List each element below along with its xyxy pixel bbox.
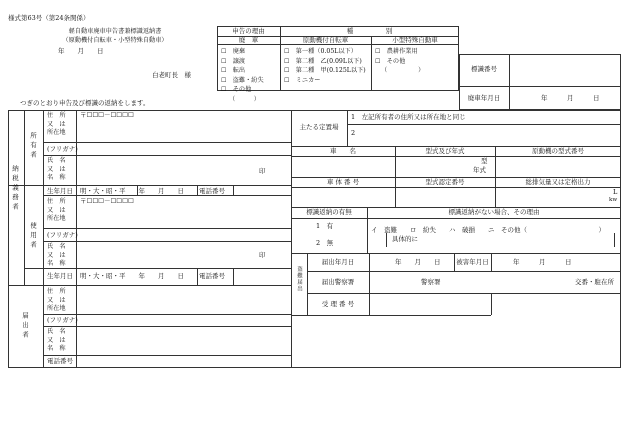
owner-furigana-label: (フリガナ) [47, 145, 78, 153]
form-number: 様式第63号（第24条関係） [8, 14, 90, 22]
unit-l: L [613, 188, 618, 196]
form-subtitle: （原動機付自転車・小型特殊自動車） [62, 37, 168, 44]
model-year-header: 型式及び年式 [425, 147, 465, 155]
taxpayer-label: 納税義務者 [11, 165, 19, 213]
user-seal: 印 [259, 251, 266, 259]
reason-header: 申告の理由 [232, 27, 265, 35]
user-address-label: 住 所 又 は 所在地 [47, 198, 66, 222]
police-box-suffix: 交番・駐在所 [575, 278, 614, 286]
filing-date-value[interactable]: 年 月 日 [395, 258, 441, 266]
owner-birth-value[interactable]: 明・大・昭・平 年 月 日 [80, 187, 184, 195]
user-furigana-label: (フリガナ) [47, 231, 78, 239]
owner-seal: 印 [259, 167, 266, 175]
user-phone-label: 電話番号 [199, 272, 225, 280]
owner-phone-label: 電話番号 [199, 187, 225, 195]
reason-list [221, 47, 264, 104]
special-header: 小型特殊自動車 [392, 36, 438, 44]
declarant-label: 届出者 [21, 312, 29, 341]
no-return-reason-header: 標識返納がない場合、その理由 [448, 208, 540, 216]
unit-kw: kw [609, 197, 618, 203]
engine-model-header: 原動機の型式番号 [532, 147, 584, 155]
storage-option-2[interactable]: 2 [351, 129, 356, 137]
user-furigana-field[interactable] [78, 229, 288, 240]
declarant-phone-label: 電話番号 [47, 357, 73, 365]
special-other-checkbox[interactable]: ☐ その他 [375, 57, 406, 65]
vehicle-make-field[interactable] [293, 158, 393, 176]
cert-number-field[interactable] [397, 189, 493, 206]
minicar-checkbox[interactable]: ☐ ミニカー [284, 76, 321, 84]
reason-other-checkbox[interactable]: ☐ その他 [221, 86, 252, 93]
storage-option-1[interactable]: 1 左記所有者の住所又は所在地と同じ [351, 113, 466, 121]
damage-date-label: 被害年月日 [456, 258, 489, 266]
model-label: 型 [481, 157, 488, 165]
storage-label: 主たる定置場 [299, 123, 339, 131]
receipt-number-field[interactable] [371, 295, 489, 314]
damage-date-value[interactable]: 年 月 日 [513, 258, 572, 266]
reason-detail-label: 具体的に [392, 235, 418, 243]
form-date: 年 月 日 [58, 47, 104, 55]
type-header: 種 別 [346, 27, 393, 35]
owner-furigana-field[interactable] [78, 143, 288, 154]
cert-number-header: 型式認定番号 [425, 178, 465, 186]
owner-postal-code[interactable]: 〒☐☐☐－☐☐☐☐ [80, 111, 134, 119]
addressee: 白老町長 様 [152, 71, 191, 79]
plate-return-label: 標識返納の有無 [306, 208, 352, 216]
declarant-address-label: 住 所 又 は 所在地 [47, 288, 66, 312]
reason-moveout-checkbox[interactable]: ☐ 転出 [221, 67, 246, 74]
moped-class1-checkbox[interactable]: ☐ 第一種（0.05L以下） [284, 48, 357, 55]
reason-sub-header: 廃 車 [238, 36, 259, 44]
form-title: 軽自動車廃車申告書兼標識返納書 [68, 28, 162, 35]
plate-number-label: 標識番号 [471, 65, 497, 73]
filing-date-label: 届出年月日 [321, 258, 355, 266]
declarant-name-label: 氏 名 又 は 名 称 [47, 328, 66, 352]
user-label: 使用者 [29, 222, 37, 251]
user-birth-label: 生年月日 [47, 272, 73, 280]
owner-label: 所有者 [29, 132, 37, 161]
special-other-paren: （ ） [381, 67, 425, 74]
reason-transfer-checkbox[interactable]: ☐ 譲渡 [221, 57, 246, 65]
plate-number-field[interactable] [511, 56, 619, 84]
reason-scrap-checkbox[interactable]: ☐ 廃棄 [221, 48, 246, 55]
reason-other-paren: （ ） [229, 95, 260, 103]
user-name-label: 氏 名 又 は 名 称 [47, 243, 66, 267]
body-number-field[interactable] [293, 189, 393, 206]
displacement-header: 総排気量又は定格出力 [525, 178, 591, 186]
police-station-label: 届出警察署 [321, 278, 355, 286]
user-birth-value[interactable]: 明・大・昭・平 年 月 日 [80, 272, 184, 280]
engine-model-field[interactable] [497, 158, 619, 176]
owner-name-label: 氏 名 又 は 名 称 [47, 157, 66, 181]
plate-return-yes[interactable]: 1 有 [316, 222, 334, 230]
owner-phone-field[interactable] [235, 186, 289, 194]
declarant-furigana-label: (フリガナ) [47, 316, 78, 324]
declarant-phone-field[interactable] [78, 356, 288, 367]
declaration-text: つぎのとおり申告及び標識の返納をします。 [20, 99, 150, 107]
body-number-header: 車 体 番 号 [326, 178, 360, 186]
owner-birth-label: 生年月日 [47, 187, 73, 195]
moped-class2a-checkbox[interactable]: ☐ 第二種 甲(0.125L以下) [284, 67, 366, 74]
year-label: 年式 [473, 166, 486, 174]
receipt-number-label: 受 理 番 号 [321, 300, 355, 308]
reason-detail-bracket [386, 233, 615, 247]
theft-report-label: 盗難届出 [296, 266, 302, 292]
vehicle-make-header: 車 名 [330, 147, 356, 155]
declarant-address-field[interactable] [78, 287, 288, 313]
moped-type-list [284, 47, 366, 85]
scrap-date-label: 廃車年月日 [467, 94, 501, 102]
no-return-reasons[interactable]: イ 盗難 ロ 紛失 ハ 破損 ニ その他（ ） [371, 226, 605, 234]
reason-theft-checkbox[interactable]: ☐ 盗難・紛失 [221, 76, 264, 84]
farm-use-checkbox[interactable]: ☐ 農耕作業用 [375, 48, 418, 55]
plate-return-no[interactable]: 2 無 [316, 239, 334, 247]
special-type-list [375, 47, 424, 76]
user-postal-code[interactable]: 〒☐☐☐－☐☐☐☐ [80, 197, 134, 205]
moped-header: 原動機付自転車 [302, 36, 349, 44]
scrap-date-value[interactable]: 年 月 日 [541, 94, 600, 102]
police-station-suffix: 警察署 [421, 278, 441, 286]
user-phone-field[interactable] [235, 270, 289, 284]
moped-class2b-checkbox[interactable]: ☐ 第二種 乙(0.09L以下) [284, 57, 362, 65]
owner-address-label: 住 所 又 は 所在地 [47, 112, 66, 136]
